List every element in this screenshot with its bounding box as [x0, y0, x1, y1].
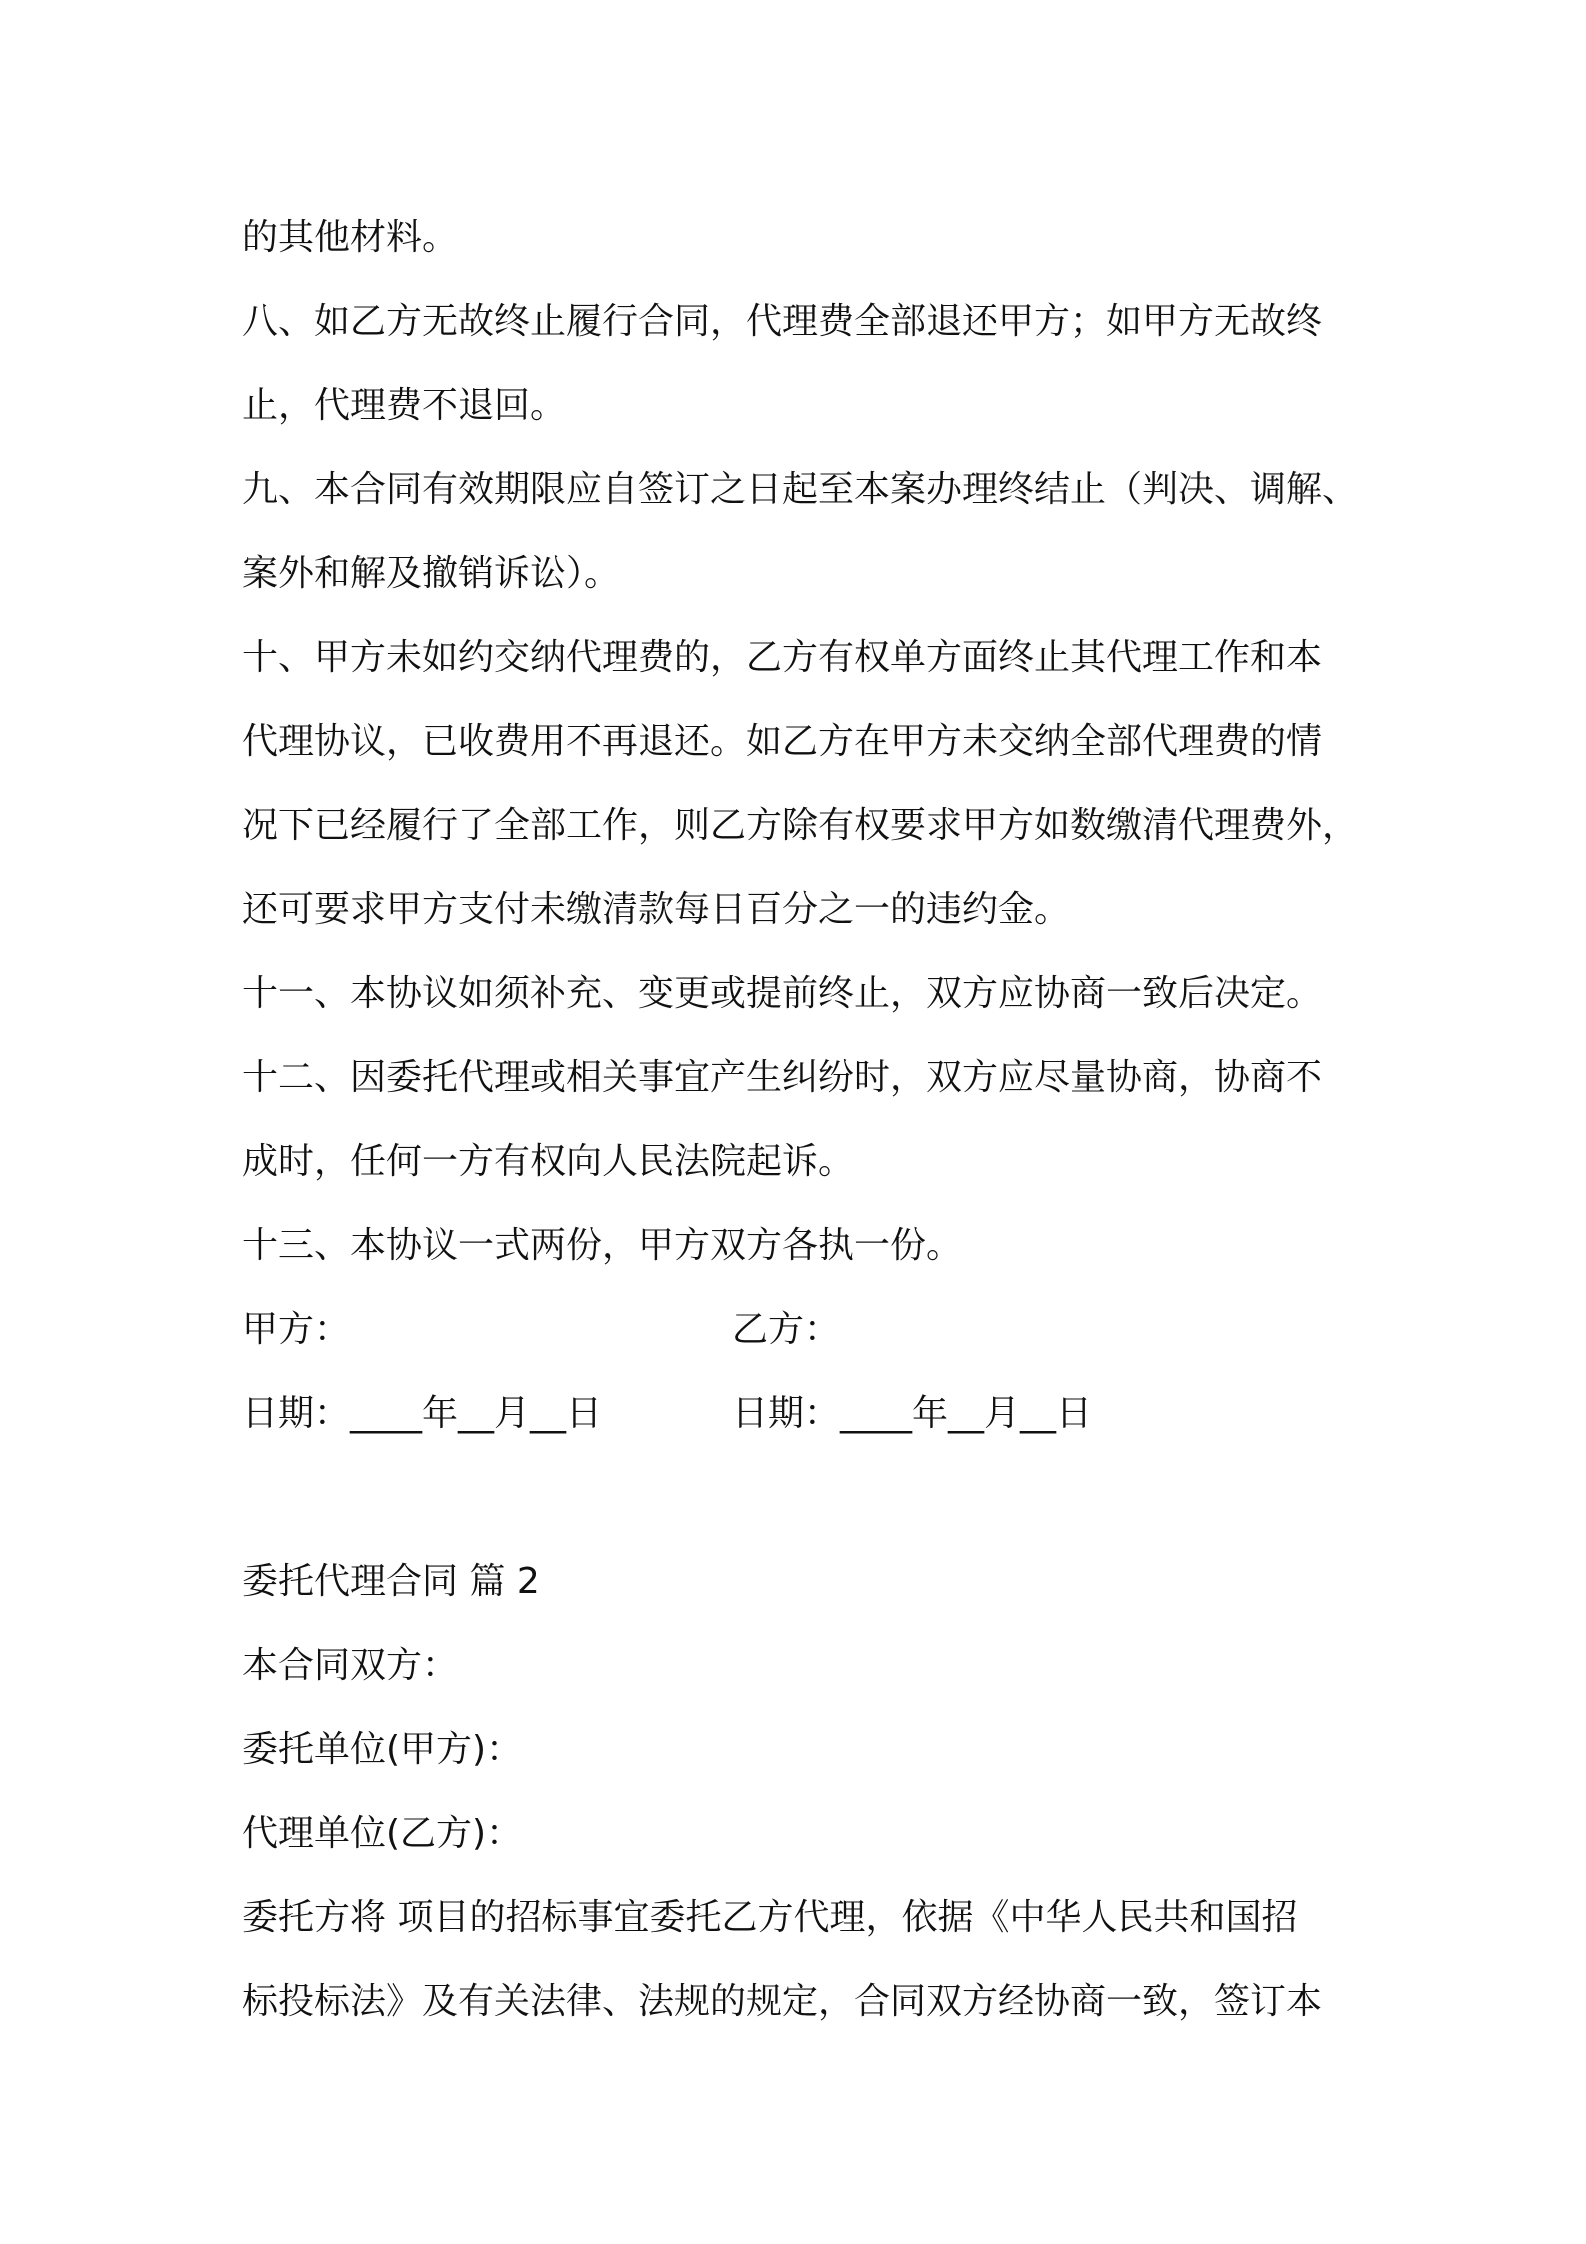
- contract-parties-heading: 本合同双方：: [242, 1645, 459, 1686]
- clause-10-line-3: 况下已经履行了全部工作，则乙方除有权要求甲方如数缴清代理费外，: [242, 805, 1359, 846]
- section-spacer: [242, 1456, 1384, 1540]
- intro-line-1: 委托方将 项目的招标事宜委托乙方代理，依据《中华人民共和国招: [242, 1897, 1298, 1938]
- clause-12-line-2: 成时，任何一方有权向人民法院起诉。: [242, 1141, 855, 1182]
- principal-party-line: 委托单位(甲方)：: [242, 1729, 523, 1770]
- paragraph-line: 的其他材料。: [242, 217, 459, 258]
- clause-9-line-1: 九、本合同有效期限应自签订之日起至本案办理终结止（判决、调解、: [242, 469, 1359, 510]
- clause-8-line-1: 八、如乙方无故终止履行合同，代理费全部退还甲方；如甲方无故终: [242, 301, 1323, 342]
- party-a-date: 日期：____年__月__日: [242, 1393, 603, 1434]
- document-body: [242, 196, 1384, 2044]
- clause-11-line: 十一、本协议如须补充、变更或提前终止，双方应协商一致后决定。: [242, 973, 1323, 1014]
- clause-13-line: 十三、本协议一式两份，甲方双方各执一份。: [242, 1225, 963, 1266]
- clause-10-line-2: 代理协议，已收费用不再退还。如乙方在甲方未交纳全部代理费的情: [242, 721, 1323, 762]
- clause-12-line-1: 十二、因委托代理或相关事宜产生纠纷时，双方应尽量协商，协商不: [242, 1057, 1323, 1098]
- intro-line-2: 标投标法》及有关法律、法规的规定，合同双方经协商一致，签订本: [242, 1981, 1323, 2022]
- clause-8-line-2: 止，代理费不退回。: [242, 385, 567, 426]
- clause-9-line-2: 案外和解及撤销诉讼）。: [242, 553, 621, 594]
- signature-dates-row: [242, 1372, 1384, 1456]
- section-title: 委托代理合同 篇 2: [242, 1561, 540, 1602]
- signature-parties-row: [242, 1288, 1384, 1372]
- party-a-label: 甲方：: [242, 1309, 351, 1350]
- agent-party-line: 代理单位(乙方)：: [242, 1813, 523, 1854]
- party-b-date: 日期：____年__月__日: [732, 1393, 1093, 1434]
- party-b-label: 乙方：: [732, 1309, 841, 1350]
- clause-10-line-1: 十、甲方未如约交纳代理费的，乙方有权单方面终止其代理工作和本: [242, 637, 1323, 678]
- clause-10-line-4: 还可要求甲方支付未缴清款每日百分之一的违约金。: [242, 889, 1071, 930]
